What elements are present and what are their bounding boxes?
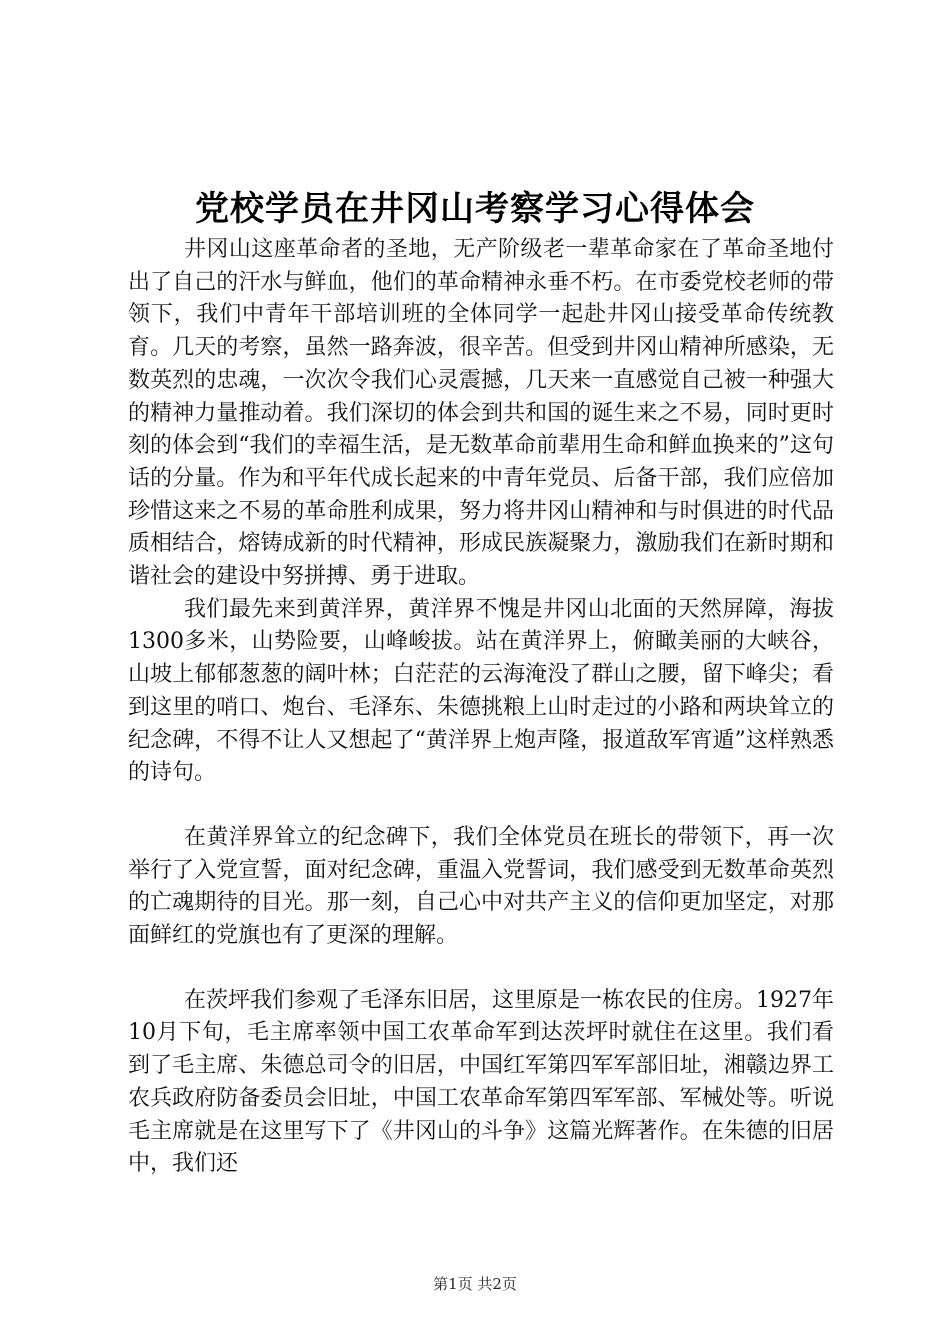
paragraph-2: 我们最先来到黄洋界，黄洋界不愧是井冈山北面的天然屏障，海拔1300多米，山势险要，山峰峻拔。站在黄洋界上，俯瞰美丽的大峡谷，山坡上郁郁葱葱的阔叶林；白茫茫的云海淹没了群山之腰，留下峰尖；看到这里的哨口、炮台、毛泽东、朱德挑粮上山时走过的小路和两块耸立的纪念碑，不得不让人又想起了“黄洋界上炮声隆，报道敌军宵遁”这样熟悉的诗句。 <box>128 596 834 786</box>
paragraph-4: 在茨坪我们参观了毛泽东旧居，这里原是一栋农民的住房。1927年10月下旬，毛主席率领中国工农革命军到达茨坪时就住在这里。我们看到了毛主席、朱德总司令的旧居，中国红军第四军军部旧址，湘赣边界工农兵政府防备委员会旧址，中国工农革命军第四军军部、军械处等。听说毛主席就是在这里写下了《井冈山的斗争》这篇光辉著作。在朱德的旧居中，我们还 <box>128 987 834 1177</box>
paragraph-1: 井冈山这座革命者的圣地，无产阶级老一辈革命家在了革命圣地付出了自己的汗水与鲜血，他们的革命精神永垂不朽。在市委党校老师的带领下，我们中青年干部培训班的全体同学一起赴井冈山接受革命传统教育。几天的考察，虽然一路奔波，很辛苦。但受到井冈山精神所感染，无数英烈的忠魂，一次次令我们心灵震撼，几天来一直感觉自己被一种强大的精神力量推动着。我们深切的体会到共和国的诞生来之不易，同时更时刻的体会到“我们的幸福生活，是无数革命前辈用生命和鲜血换来的”这句话的分量。作为和平年代成长起来的中青年党员、后备干部，我们应倍加珍惜这来之不易的革命胜利成果，努力将井冈山精神和与时俱进的时代品质相结合，熔铸成新的时代精神，形成民族凝聚力，激励我们在新时期和谐社会的建设中努拼搏、勇于进取。 <box>128 237 834 590</box>
paragraph-spacer <box>128 953 834 985</box>
paragraph-spacer <box>128 790 834 822</box>
page-number-footer: 第1页 共2页 <box>433 1275 517 1293</box>
document-body <box>128 234 834 1181</box>
document-title: 党校学员在井冈山考察学习心得体会 <box>195 189 755 229</box>
paragraph-3: 在黄洋界耸立的纪念碑下，我们全体党员在班长的带领下，再一次举行了入党宣誓，面对纪念碑，重温入党誓词，我们感受到无数革命英烈的亡魂期待的目光。那一刻，自己心中对共产主义的信仰更加坚定，对那面鲜红的党旗也有了更深的理解。 <box>128 824 834 949</box>
